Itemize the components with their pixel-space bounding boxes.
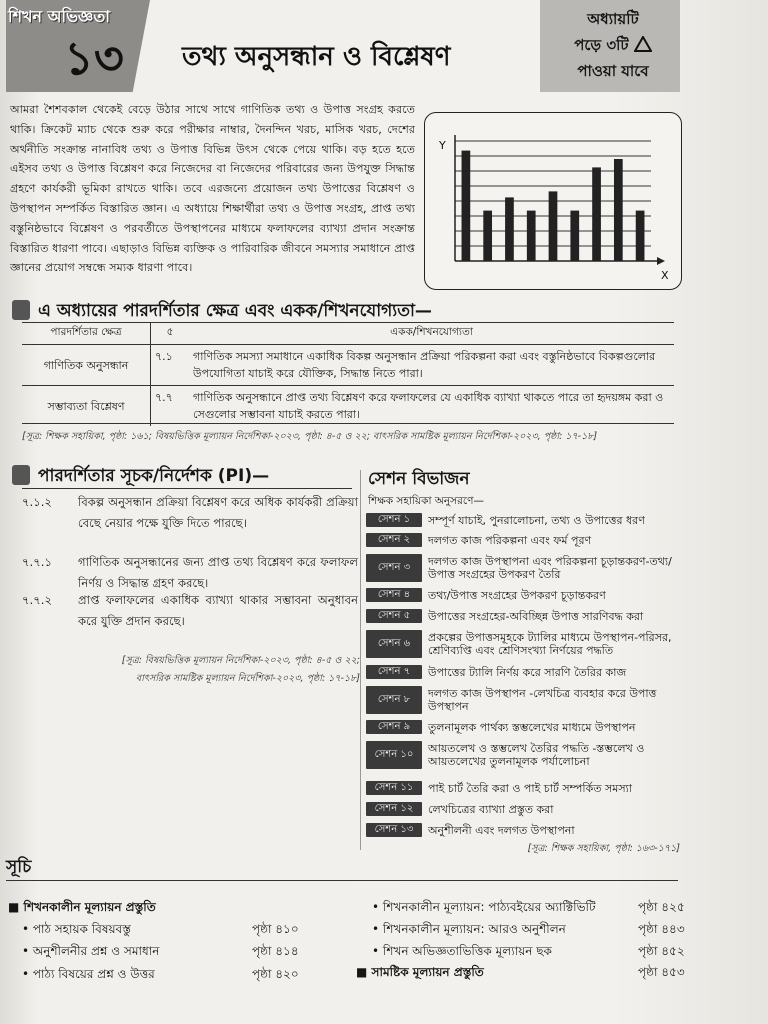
book-icon xyxy=(12,300,30,320)
indicator-item xyxy=(22,590,358,632)
index-item-text: পাঠ্য বিষয়ের প্রশ্ন ও উত্তর xyxy=(32,967,155,981)
x-arrow-icon xyxy=(657,257,665,265)
session-label: সেশন ৮ xyxy=(366,686,422,714)
chapter-label: শিখন অভিজ্ঞতা xyxy=(8,7,110,26)
index-item-page: পৃষ্ঠা ৪৫২ xyxy=(638,944,685,958)
session-text: দলগত কাজ উপস্থাপনা এবং পরিকল্পনা চূড়ান্তকরণ-তথ্য/উপাত্ত সংগ্রহের উপকরণ তৈরি xyxy=(428,555,672,581)
index-item-text: শিখনকালীন মূল্যায়ন: আরও অনুশীলন xyxy=(382,922,566,936)
col-area-header: পারদর্শিতার ক্ষেত্র xyxy=(22,323,151,345)
indicators-rule xyxy=(22,488,352,489)
session-text: তুলনামূলক পার্থক্য স্তম্ভলেখের মাধ্যমে উপস্থাপন xyxy=(428,721,636,734)
session-label: সেশন ৯ xyxy=(366,720,422,734)
session-row xyxy=(366,513,681,529)
bar xyxy=(527,211,536,261)
session-text: লেখচিত্রের ব্যাখ্যা প্রস্তুত করা xyxy=(428,803,554,816)
session-row xyxy=(366,609,681,625)
session-label: সেশন ১২ xyxy=(366,802,422,816)
index-item[interactable] xyxy=(356,964,692,980)
indicator-code: ৭.১.২ xyxy=(22,495,52,509)
index-item-text: শিখনকালীন মূল্যায়ন: পাঠ্যবইয়ের অ্যাক্টিভিটি xyxy=(382,900,596,914)
indicators-source-line-1: [সূত্র: বিষয়ভিত্তিক মূল্যায়ন নির্দেশিকা-২০২৩, পৃষ্ঠা: ৪-৫ ও ২২; xyxy=(121,655,360,666)
bar xyxy=(483,211,492,261)
indicator-text: গাণিতিক অনুসন্ধানের জন্য প্রাপ্ত তথ্য বিশ্লেষণ করে ফলাফল নির্ণয় ও সিদ্ধান্ত গ্রহণ করছে। xyxy=(78,555,358,590)
bar xyxy=(462,151,471,261)
indicators-source-line-2: বাৎসরিক সামষ্টিক মূল্যায়ন নির্দেশিকা-২০২৩, পৃষ্ঠা: ১৭-১৮] xyxy=(135,673,360,684)
index-left-heading: ■ শিখনকালীন মূল্যায়ন প্রস্তুতি xyxy=(8,900,156,914)
index-item-text: শিখন অভিজ্ঞতাভিত্তিক মূল্যায়ন ছক xyxy=(382,944,552,958)
session-label: সেশন ১ xyxy=(366,513,422,527)
bar-figure-svg xyxy=(425,113,681,289)
row-code: ৭.১ xyxy=(151,345,190,386)
bar xyxy=(549,191,558,261)
index-item[interactable] xyxy=(22,966,322,982)
square-bullet-icon: ■ xyxy=(8,900,20,914)
session-row xyxy=(366,554,681,584)
session-label: সেশন ১১ xyxy=(366,781,422,795)
index-item-page: পৃষ্ঠা ৪১০ xyxy=(252,922,299,936)
page-title: তথ্য অনুসন্ধান ও বিশ্লেষণ xyxy=(182,42,451,72)
index-item-page: পৃষ্ঠা ৪৪৩ xyxy=(638,922,685,936)
session-row xyxy=(366,686,681,716)
square-bullet-icon: ■ xyxy=(356,965,368,979)
col-unit-header: একক/শিখনযোগ্যতা xyxy=(189,323,674,345)
competency-source: [সূত্র: শিক্ষক সহায়িকা, পৃষ্ঠা: ১৬১; বিষয়ভিত্তিক মূল্যায়ন নির্দেশিকা-২০২৩, পৃষ্ঠা: ৪-৫ ও ২২; বাৎসরিক সামষ্টিক মূল্যায়ন নির্দেশিকা-২০২৩, পৃষ্ঠা: ১৭-১৮] xyxy=(22,431,598,442)
session-text: দলগত কাজ উপস্থাপন -লেখচিত্র ব্যবহার করে উপাত্ত উপস্থাপন xyxy=(428,687,657,713)
bar xyxy=(570,211,579,261)
corner-note xyxy=(558,6,668,84)
session-row xyxy=(366,781,681,797)
index-title: সূচি xyxy=(6,857,32,877)
bar xyxy=(592,167,601,261)
sessions-subtitle: শিক্ষক সহায়িকা অনুসরণে— xyxy=(368,495,484,507)
session-text: পাই চার্ট তৈরি করা ও পাই চার্ট সম্পর্কিত সমস্যা xyxy=(428,782,633,795)
competency-header-row xyxy=(22,323,674,345)
indicators-title: পারদর্শিতার সূচক/নির্দেশক (PI)— xyxy=(38,466,270,486)
index-item-page: পৃষ্ঠা ৪২৫ xyxy=(638,900,685,914)
bullet-icon: • xyxy=(22,967,30,981)
row-area: সম্ভাব্যতা বিশ্লেষণ xyxy=(22,386,151,427)
index-item[interactable] xyxy=(372,943,692,959)
session-row xyxy=(366,665,681,681)
bullet-icon: • xyxy=(372,944,380,958)
index-item[interactable] xyxy=(22,943,322,959)
session-label: সেশন ১৩ xyxy=(366,823,422,837)
x-axis-label: X xyxy=(661,269,669,282)
chapter-number: ১৩ xyxy=(64,31,124,85)
row-text: গাণিতিক অনুসন্ধানে প্রাপ্ত তথ্য বিশ্লেষণ করে ফলাফলের যে একাধিক ব্যাখ্যা থাকতে পারে তা হৃদয়ঙ্গম করা ও সেগুলোর সম্ভাবনা যাচাই করতে পারা। xyxy=(193,391,664,421)
book-icon xyxy=(12,465,30,485)
corner-line-3: পাওয়া যাবে xyxy=(577,62,649,80)
bar-figure xyxy=(424,112,682,290)
row-text: গাণিতিক সমস্যা সমাধানে একাধিক বিকল্প অনুসন্ধান প্রক্রিয়া পরিকল্পনা করা এবং বস্তুনিষ্ঠভাবে বিকল্পগুলোর উপযোগিতা যাচাই করে যৌক্তিক, সিদ্ধান্ত নিতে পারা। xyxy=(189,345,674,386)
bar xyxy=(505,197,514,261)
competency-bottom-rule xyxy=(22,423,674,424)
session-text: আয়তলেখ ও স্তম্ভলেখ তৈরির পদ্ধতি -স্তম্ভলেখ ও আয়তলেখের তুলনামূলক পর্যালোচনা xyxy=(428,742,645,768)
index-item-page: পৃষ্ঠা ৪৫৩ xyxy=(638,965,685,979)
index-item-page: পৃষ্ঠা ৪১৪ xyxy=(252,944,299,958)
session-label: সেশন ৭ xyxy=(366,665,422,679)
indicator-item xyxy=(22,492,358,556)
session-row xyxy=(366,823,681,839)
indicator-item xyxy=(22,552,358,594)
index-item[interactable] xyxy=(22,921,322,937)
session-label: সেশন ৫ xyxy=(366,609,422,623)
indicator-code: ৭.৭.২ xyxy=(22,593,52,607)
session-row xyxy=(366,533,681,549)
y-axis-label: Y xyxy=(439,139,446,152)
session-row xyxy=(366,741,681,771)
session-text: অনুশীলনী এবং দলগত উপস্থাপনা xyxy=(428,824,575,837)
session-label: সেশন ২ xyxy=(366,533,422,547)
indicators-source xyxy=(60,652,360,688)
index-item-page: পৃষ্ঠা ৪২০ xyxy=(252,967,299,981)
index-rule xyxy=(6,880,678,881)
session-label: সেশন ১০ xyxy=(366,741,422,769)
indicator-text: প্রাপ্ত ফলাফলের একাধিক ব্যাখ্যা থাকার সম্ভাবনা অনুধাবন করে যুক্তি প্রদান করছে। xyxy=(78,593,358,628)
index-item[interactable] xyxy=(372,921,692,937)
session-label: সেশন ৬ xyxy=(366,630,422,658)
bar xyxy=(636,211,645,261)
session-row xyxy=(366,802,681,818)
index-item-text: সামষ্টিক মূল্যায়ন প্রস্তুতি xyxy=(371,965,484,979)
bar xyxy=(614,159,623,261)
session-text: উপাত্তের ট্যালি নির্ণয় করে সারণি তৈরির কাজ xyxy=(428,666,627,679)
session-row xyxy=(366,630,681,660)
session-row xyxy=(366,720,681,736)
bullet-icon: • xyxy=(372,900,380,914)
session-text: দলগত কাজ পরিকল্পনা এবং ফর্ম পূরণ xyxy=(428,534,592,547)
session-label: সেশন ৪ xyxy=(366,588,422,602)
index-item-text: অনুশীলনীর প্রশ্ন ও সমাধান xyxy=(32,944,160,958)
session-text: উপাত্তের সংগ্রহের-অবিচ্ছিন্ন উপাত্ত সারণিবদ্ধ করা xyxy=(428,610,644,623)
corner-line-1: অধ্যায়টি xyxy=(587,10,639,28)
row-area: গাণিতিক অনুসন্ধান xyxy=(22,345,151,386)
bullet-icon: • xyxy=(22,944,30,958)
row-code: ৭.৭ xyxy=(155,391,173,404)
sessions-title: সেশন বিভাজন xyxy=(368,469,470,489)
competency-title: এ অধ্যায়ের পারদর্শিতার ক্ষেত্র এবং একক/শিখনযোগ্যতা— xyxy=(38,301,432,321)
sessions-source: [সূত্র: শিক্ষক সহায়িকা, পৃষ্ঠা: ১৬৩-১৭১] xyxy=(527,843,680,854)
col-num-header: ৫ xyxy=(151,323,190,345)
bullet-icon: • xyxy=(22,922,30,936)
triangle-icon xyxy=(634,36,652,52)
session-row xyxy=(366,588,681,604)
session-label: সেশন ৩ xyxy=(366,554,422,582)
session-text: সম্পূর্ণ যাচাই, পুনরালোচনা, তথ্য ও উপাত্তের ধরণ xyxy=(428,514,645,527)
indicator-code: ৭.৭.১ xyxy=(22,555,52,569)
index-item[interactable] xyxy=(372,899,692,915)
table-row xyxy=(22,386,674,427)
competency-table xyxy=(22,323,674,426)
table-row xyxy=(22,345,674,386)
session-text: প্রকল্পের উপাত্তসমূহকে ট্যালির মাধ্যমে উপস্থাপন-পরিসর, শ্রেণিব্যপ্তি এবং শ্রেণিসংখ্যা নির্ণয়ের পদ্ধতি xyxy=(428,631,672,657)
column-divider xyxy=(360,470,361,850)
intro-paragraph: আমরা শৈশবকাল থেকেই বেড়ে উঠার সাথে সাথে গাণিতিক তথ্য ও উপাত্ত সংগ্রহ করতে থাকি। ক্রিকেট ম্যাচ থেকে শুরু করে পরীক্ষার নাম্বার, দৈনন্দিন খরচ, মাসিক খরচ, দেশের অর্থনীতি সংক্রান্ত নানাবিধ তথ্য ও উপাত্ত বিভিন্ন উৎস থেকে পেয়ে থাকি। বড় হতে হতে এইসব তথ্য ও উপাত্ত বিশ্লেষণ করে নিজেদের বা নিজেদের পরিবারের জন্য উপযুক্ত সিদ্ধান্ত গ্রহণে কার্যকরী ভূমিকা রাখতে থাকি। তবে এরজন্যে প্রয়োজন তথ্য উপাত্তের বিশ্লেষণ ও উপস্থাপন সম্পর্কিত বিস্তারিত জ্ঞান। এ অধ্যায়ে শিক্ষার্থীরা তথ্য ও উপাত্ত সংগ্রহ, প্রাপ্ত তথ্য বস্তুনিষ্ঠভাবে বিশ্লেষণ ও পরবর্তীতে উপস্থাপনের মাধ্যমে ফলাফলের ব্যাখ্যা প্রদান সংক্রান্ত বিস্তারিত ধারণা পাবে। এছাড়াও বিভিন্ন ব্যক্তিক ও পারিবারিক জীবনে সমস্যার সমাধানে প্রাপ্ত জ্ঞানের প্রয়োগ সম্বন্ধে সম্যক ধারণা পাবে। xyxy=(10,103,415,275)
corner-line-2: পড়ে ৩টি xyxy=(558,32,668,58)
bullet-icon: • xyxy=(372,922,380,936)
index-item-text: পাঠ সহায়ক বিষয়বস্তু xyxy=(32,922,131,936)
session-text: তথ্য/উপাত্ত সংগ্রহের উপকরণ চূড়ান্তকরণ xyxy=(428,589,606,602)
indicator-text: বিকল্প অনুসন্ধান প্রক্রিয়া বিশ্লেষণ করে অধিক কার্যকরী প্রক্রিয়া বেছে নেয়ার পক্ষে যুক্তি দিতে পারছে। xyxy=(78,495,358,530)
